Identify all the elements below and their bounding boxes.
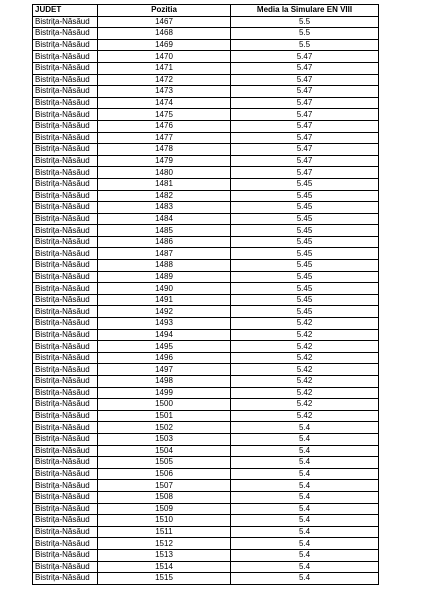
table-row — [33, 213, 379, 225]
table-row — [33, 260, 379, 272]
pozitia-cell: 1502 — [98, 422, 231, 434]
media-cell: 5.42 — [231, 399, 379, 411]
pozitia-cell: 1492 — [98, 306, 231, 318]
table-row — [33, 28, 379, 40]
table-row — [33, 120, 379, 132]
table-row — [33, 86, 379, 98]
pozitia-cell: 1472 — [98, 74, 231, 86]
judet-cell: Bistrița-Năsăud — [33, 213, 98, 225]
pozitia-cell: 1477 — [98, 132, 231, 144]
judet-cell: Bistrița-Năsăud — [33, 480, 98, 492]
table-row — [33, 318, 379, 330]
judet-cell: Bistrița-Năsăud — [33, 503, 98, 515]
pozitia-cell: 1473 — [98, 86, 231, 98]
judet-cell: Bistrița-Năsăud — [33, 318, 98, 330]
judet-cell: Bistrița-Năsăud — [33, 352, 98, 364]
judet-cell: Bistrița-Năsăud — [33, 236, 98, 248]
media-cell: 5.45 — [231, 306, 379, 318]
table-row — [33, 399, 379, 411]
media-cell: 5.4 — [231, 457, 379, 469]
judet-cell: Bistrița-Năsăud — [33, 433, 98, 445]
table-row — [33, 480, 379, 492]
pozitia-cell: 1476 — [98, 120, 231, 132]
media-cell: 5.4 — [231, 480, 379, 492]
table-row — [33, 294, 379, 306]
media-cell: 5.4 — [231, 538, 379, 550]
pozitia-cell: 1478 — [98, 144, 231, 156]
pozitia-cell: 1506 — [98, 468, 231, 480]
pozitia-cell: 1486 — [98, 236, 231, 248]
table-row — [33, 422, 379, 434]
judet-cell: Bistrița-Năsăud — [33, 306, 98, 318]
pozitia-cell: 1513 — [98, 549, 231, 561]
table-row — [33, 306, 379, 318]
table-row — [33, 515, 379, 527]
judet-cell: Bistrița-Năsăud — [33, 132, 98, 144]
pozitia-cell: 1514 — [98, 561, 231, 573]
judet-cell: Bistrița-Năsăud — [33, 120, 98, 132]
media-cell: 5.45 — [231, 248, 379, 260]
media-cell: 5.45 — [231, 190, 379, 202]
pozitia-cell: 1479 — [98, 155, 231, 167]
table-row — [33, 526, 379, 538]
results-table — [32, 4, 379, 585]
media-cell: 5.42 — [231, 387, 379, 399]
judet-cell: Bistrița-Năsăud — [33, 202, 98, 214]
judet-cell: Bistrița-Năsăud — [33, 190, 98, 202]
pozitia-cell: 1498 — [98, 376, 231, 388]
media-cell: 5.5 — [231, 39, 379, 51]
table-row — [33, 97, 379, 109]
media-cell: 5.4 — [231, 573, 379, 585]
judet-cell: Bistrița-Năsăud — [33, 549, 98, 561]
judet-cell: Bistrița-Năsăud — [33, 283, 98, 295]
pozitia-cell: 1468 — [98, 28, 231, 40]
media-cell: 5.47 — [231, 74, 379, 86]
judet-cell: Bistrița-Năsăud — [33, 410, 98, 422]
pozitia-cell: 1509 — [98, 503, 231, 515]
judet-cell: Bistrița-Năsăud — [33, 515, 98, 527]
column-header-judet: JUDET — [33, 5, 98, 17]
media-cell: 5.42 — [231, 341, 379, 353]
media-cell: 5.47 — [231, 132, 379, 144]
judet-cell: Bistrița-Năsăud — [33, 573, 98, 585]
judet-cell: Bistrița-Năsăud — [33, 387, 98, 399]
media-cell: 5.4 — [231, 561, 379, 573]
table-row — [33, 445, 379, 457]
judet-cell: Bistrița-Năsăud — [33, 526, 98, 538]
judet-cell: Bistrița-Năsăud — [33, 561, 98, 573]
judet-cell: Bistrița-Năsăud — [33, 422, 98, 434]
pozitia-cell: 1488 — [98, 260, 231, 272]
pozitia-cell: 1487 — [98, 248, 231, 260]
table-row — [33, 352, 379, 364]
judet-cell: Bistrița-Năsăud — [33, 167, 98, 179]
judet-cell: Bistrița-Năsăud — [33, 225, 98, 237]
table-row — [33, 74, 379, 86]
media-cell: 5.4 — [231, 422, 379, 434]
judet-cell: Bistrița-Năsăud — [33, 155, 98, 167]
table-row — [33, 561, 379, 573]
pozitia-cell: 1489 — [98, 271, 231, 283]
media-cell: 5.4 — [231, 433, 379, 445]
pozitia-cell: 1482 — [98, 190, 231, 202]
media-cell: 5.45 — [231, 225, 379, 237]
judet-cell: Bistrița-Năsăud — [33, 376, 98, 388]
table-row — [33, 573, 379, 585]
judet-cell: Bistrița-Năsăud — [33, 364, 98, 376]
table-row — [33, 39, 379, 51]
judet-cell: Bistrița-Năsăud — [33, 28, 98, 40]
table-row — [33, 202, 379, 214]
pozitia-cell: 1491 — [98, 294, 231, 306]
pozitia-cell: 1497 — [98, 364, 231, 376]
judet-cell: Bistrița-Năsăud — [33, 16, 98, 28]
table-row — [33, 549, 379, 561]
pozitia-cell: 1467 — [98, 16, 231, 28]
media-cell: 5.4 — [231, 491, 379, 503]
media-cell: 5.42 — [231, 376, 379, 388]
table-row — [33, 364, 379, 376]
pozitia-cell: 1480 — [98, 167, 231, 179]
pozitia-cell: 1481 — [98, 178, 231, 190]
judet-cell: Bistrița-Năsăud — [33, 445, 98, 457]
media-cell: 5.4 — [231, 515, 379, 527]
pozitia-cell: 1511 — [98, 526, 231, 538]
pozitia-cell: 1503 — [98, 433, 231, 445]
table-row — [33, 387, 379, 399]
judet-cell: Bistrița-Năsăud — [33, 248, 98, 260]
media-cell: 5.45 — [231, 283, 379, 295]
table-row — [33, 144, 379, 156]
column-header-media: Media la Simulare EN VIII — [231, 5, 379, 17]
table-row — [33, 329, 379, 341]
pozitia-cell: 1505 — [98, 457, 231, 469]
media-cell: 5.42 — [231, 318, 379, 330]
media-cell: 5.45 — [231, 271, 379, 283]
media-cell: 5.47 — [231, 109, 379, 121]
table-row — [33, 283, 379, 295]
pozitia-cell: 1495 — [98, 341, 231, 353]
media-cell: 5.42 — [231, 329, 379, 341]
pozitia-cell: 1504 — [98, 445, 231, 457]
table-row — [33, 225, 379, 237]
table-row — [33, 132, 379, 144]
pozitia-cell: 1475 — [98, 109, 231, 121]
pozitia-cell: 1469 — [98, 39, 231, 51]
media-cell: 5.47 — [231, 167, 379, 179]
pozitia-cell: 1484 — [98, 213, 231, 225]
table-row — [33, 167, 379, 179]
judet-cell: Bistrița-Năsăud — [33, 457, 98, 469]
media-cell: 5.47 — [231, 120, 379, 132]
media-cell: 5.45 — [231, 178, 379, 190]
table-row — [33, 457, 379, 469]
pozitia-cell: 1494 — [98, 329, 231, 341]
table-row — [33, 410, 379, 422]
table-row — [33, 178, 379, 190]
pozitia-cell: 1512 — [98, 538, 231, 550]
judet-cell: Bistrița-Năsăud — [33, 329, 98, 341]
pozitia-cell: 1474 — [98, 97, 231, 109]
media-cell: 5.4 — [231, 503, 379, 515]
judet-cell: Bistrița-Năsăud — [33, 178, 98, 190]
media-cell: 5.4 — [231, 468, 379, 480]
table-row — [33, 433, 379, 445]
judet-cell: Bistrița-Năsăud — [33, 74, 98, 86]
judet-cell: Bistrița-Năsăud — [33, 144, 98, 156]
table-row — [33, 16, 379, 28]
results-sheet — [32, 4, 379, 585]
table-row — [33, 271, 379, 283]
table-row — [33, 376, 379, 388]
media-cell: 5.42 — [231, 410, 379, 422]
pozitia-cell: 1496 — [98, 352, 231, 364]
media-cell: 5.5 — [231, 28, 379, 40]
media-cell: 5.47 — [231, 144, 379, 156]
pozitia-cell: 1499 — [98, 387, 231, 399]
pozitia-cell: 1490 — [98, 283, 231, 295]
table-row — [33, 155, 379, 167]
judet-cell: Bistrița-Năsăud — [33, 468, 98, 480]
pozitia-cell: 1508 — [98, 491, 231, 503]
judet-cell: Bistrița-Năsăud — [33, 271, 98, 283]
judet-cell: Bistrița-Năsăud — [33, 109, 98, 121]
table-row — [33, 62, 379, 74]
judet-cell: Bistrița-Năsăud — [33, 51, 98, 63]
media-cell: 5.47 — [231, 86, 379, 98]
pozitia-cell: 1501 — [98, 410, 231, 422]
judet-cell: Bistrița-Năsăud — [33, 86, 98, 98]
table-row — [33, 468, 379, 480]
judet-cell: Bistrița-Năsăud — [33, 538, 98, 550]
pozitia-cell: 1471 — [98, 62, 231, 74]
table-row — [33, 503, 379, 515]
judet-cell: Bistrița-Năsăud — [33, 491, 98, 503]
judet-cell: Bistrița-Năsăud — [33, 399, 98, 411]
media-cell: 5.47 — [231, 51, 379, 63]
judet-cell: Bistrița-Năsăud — [33, 341, 98, 353]
media-cell: 5.4 — [231, 445, 379, 457]
pozitia-cell: 1507 — [98, 480, 231, 492]
media-cell: 5.5 — [231, 16, 379, 28]
media-cell: 5.45 — [231, 236, 379, 248]
pozitia-cell: 1515 — [98, 573, 231, 585]
table-body — [33, 16, 379, 584]
table-header-row — [33, 5, 379, 17]
media-cell: 5.45 — [231, 202, 379, 214]
judet-cell: Bistrița-Năsăud — [33, 62, 98, 74]
judet-cell: Bistrița-Năsăud — [33, 39, 98, 51]
column-header-pozitia: Pozitia — [98, 5, 231, 17]
media-cell: 5.47 — [231, 97, 379, 109]
media-cell: 5.42 — [231, 352, 379, 364]
media-cell: 5.45 — [231, 294, 379, 306]
table-row — [33, 236, 379, 248]
table-row — [33, 109, 379, 121]
pozitia-cell: 1470 — [98, 51, 231, 63]
media-cell: 5.45 — [231, 260, 379, 272]
pozitia-cell: 1483 — [98, 202, 231, 214]
judet-cell: Bistrița-Năsăud — [33, 260, 98, 272]
media-cell: 5.47 — [231, 155, 379, 167]
table-row — [33, 538, 379, 550]
table-row — [33, 341, 379, 353]
table-row — [33, 190, 379, 202]
pozitia-cell: 1485 — [98, 225, 231, 237]
media-cell: 5.42 — [231, 364, 379, 376]
judet-cell: Bistrița-Năsăud — [33, 97, 98, 109]
pozitia-cell: 1493 — [98, 318, 231, 330]
pozitia-cell: 1500 — [98, 399, 231, 411]
table-row — [33, 248, 379, 260]
table-row — [33, 491, 379, 503]
media-cell: 5.45 — [231, 213, 379, 225]
judet-cell: Bistrița-Năsăud — [33, 294, 98, 306]
media-cell: 5.4 — [231, 549, 379, 561]
media-cell: 5.4 — [231, 526, 379, 538]
table-row — [33, 51, 379, 63]
pozitia-cell: 1510 — [98, 515, 231, 527]
media-cell: 5.47 — [231, 62, 379, 74]
